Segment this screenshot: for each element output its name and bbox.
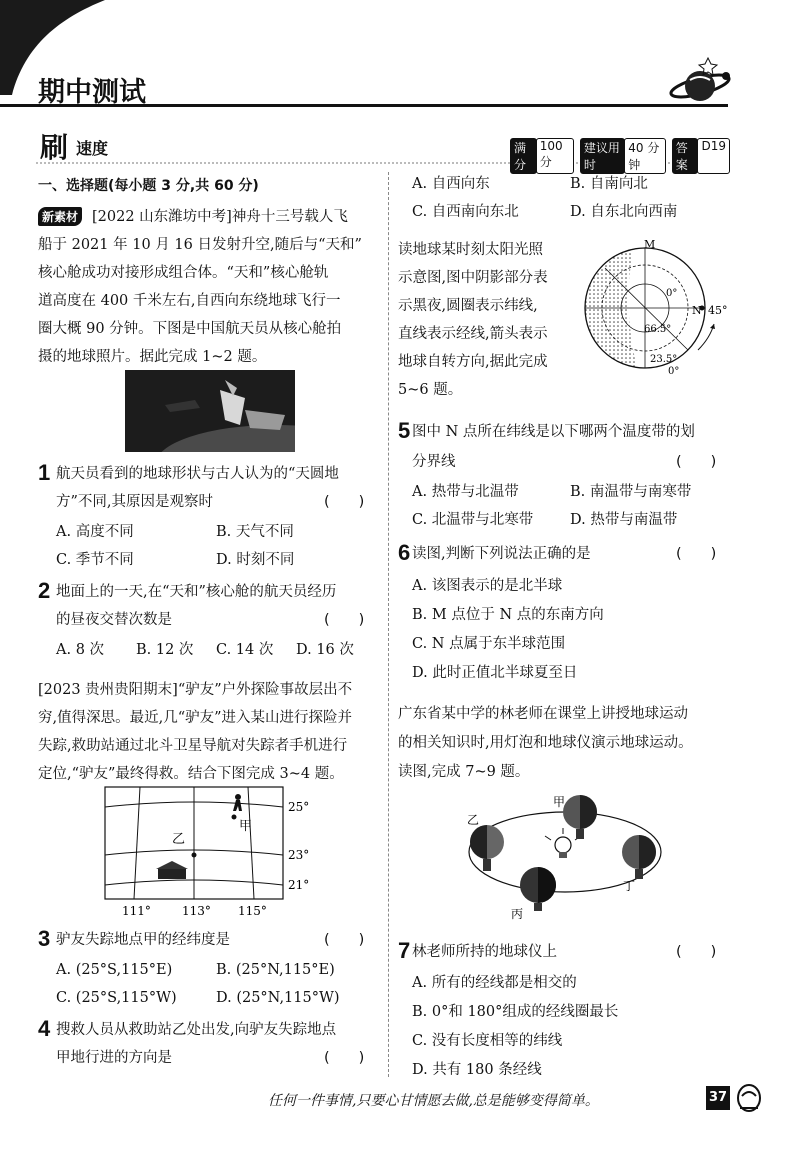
page-number: 37 <box>706 1086 730 1110</box>
option-d[interactable]: D. 共有 180 条经线 <box>412 1062 542 1078</box>
section-big-char: 刷 <box>40 131 69 164</box>
n-label: N <box>692 304 702 317</box>
orbit-diagram <box>455 790 675 925</box>
yi-label: 乙 <box>467 813 480 827</box>
planet-icon <box>669 58 731 101</box>
option-a[interactable]: A. 8 次 <box>56 642 105 658</box>
time-value: 40 分钟 <box>624 138 666 174</box>
intro3-line: 直线表示经线,箭头表示 <box>398 326 548 342</box>
intro1-line: [2022 山东潍坊中考]神舟十三号载人飞 <box>92 209 348 225</box>
intro2-line: 穷,值得深思。最近,几“驴友”进入某山进行探险并 <box>38 710 353 726</box>
new-material-tag: 新素材 <box>38 207 82 226</box>
lat-label: 21° <box>288 878 310 892</box>
intro3-line: 地球自转方向,据此完成 <box>398 354 548 370</box>
latlon-map <box>100 785 330 920</box>
answer-blank[interactable]: ( ) <box>676 546 717 562</box>
question-text: 航天员看到的地球形状与古人认为的“天圆地 <box>56 466 339 482</box>
column-divider <box>388 172 389 1077</box>
option-a[interactable]: A. 该图表示的是北半球 <box>412 578 563 594</box>
bulb-icon <box>545 828 581 858</box>
lat-label: 23° <box>288 848 310 862</box>
question-text: 图中 N 点所在纬线是以下哪两个温度带的划 <box>412 424 695 440</box>
option-d[interactable]: D. 16 次 <box>296 642 354 658</box>
option-d[interactable]: D. 自东北向西南 <box>570 204 678 220</box>
answer-value: D19 <box>697 138 730 174</box>
time-label: 建议用时 <box>580 138 625 174</box>
option-b[interactable]: B. 自南向北 <box>570 176 648 192</box>
option-a[interactable]: A. (25°S,115°E) <box>56 962 173 978</box>
earth-photo <box>125 370 295 452</box>
hiker-icon <box>233 794 242 811</box>
question-text: 驴友失踪地点甲的经纬度是 <box>56 932 230 948</box>
point-jia-label: 甲 <box>239 819 253 834</box>
option-b[interactable]: B. M 点位于 N 点的东南方向 <box>412 607 604 623</box>
intro4-line: 的相关知识时,用灯泡和地球仪演示地球运动。 <box>398 735 693 751</box>
option-c[interactable]: C. N 点属于东半球范围 <box>412 636 566 652</box>
intro1-line: 摄的地球照片。据此完成 1~2 题。 <box>38 349 267 365</box>
intro3-line: 读地球某时刻太阳光照 <box>398 242 543 258</box>
question-text: 甲地行进的方向是 <box>56 1050 172 1066</box>
question-number: 3 <box>38 926 51 951</box>
page-title: 期中测试 <box>38 77 146 108</box>
section-small-title: 速度 <box>76 139 109 158</box>
bing-label: 丙 <box>511 907 524 921</box>
question-number: 7 <box>398 938 411 963</box>
answer-label: 答案 <box>672 138 699 174</box>
option-a[interactable]: A. 热带与北温带 <box>412 484 519 500</box>
question-text: 地面上的一天,在“天和”核心舱的航天员经历 <box>56 584 337 600</box>
intro3-line: 示黑夜,圆圈表示纬线, <box>398 298 538 314</box>
m-label: M <box>644 240 656 251</box>
intro4-line: 广东省某中学的林老师在课堂上讲授地球运动 <box>398 706 688 722</box>
question-number: 1 <box>38 460 51 485</box>
option-b[interactable]: B. 12 次 <box>136 642 194 658</box>
question-number: 2 <box>38 578 51 603</box>
answer-blank[interactable]: ( ) <box>676 454 717 470</box>
option-a[interactable]: A. 所有的经线都是相交的 <box>412 975 577 991</box>
option-b[interactable]: B. 0°和 180°组成的经线圈最长 <box>412 1004 619 1020</box>
intro3-line: 示意图,图中阴影部分表 <box>398 270 548 286</box>
intro1-line: 核心舱成功对接形成组合体。“天和”核心舱轨 <box>38 265 329 281</box>
intro1-line: 船于 2021 年 10 月 16 日发射升空,随后与“天和” <box>38 237 362 253</box>
intro3-line: 5~6 题。 <box>398 382 463 398</box>
lon-45-label: 45° <box>708 304 728 317</box>
option-d[interactable]: D. 时刻不同 <box>216 552 295 568</box>
option-c[interactable]: C. (25°S,115°W) <box>56 990 177 1006</box>
question-number: 6 <box>398 540 411 565</box>
option-d[interactable]: D. (25°N,115°W) <box>216 990 340 1006</box>
globe-yi-icon <box>470 825 504 871</box>
intro2-line: 失踪,救助站通过北斗卫星导航对失踪者手机进行 <box>38 738 348 754</box>
option-b[interactable]: B. (25°N,115°E) <box>216 962 335 978</box>
option-c[interactable]: C. 自西南向东北 <box>412 204 519 220</box>
zero-bottom-label: 0° <box>668 366 680 377</box>
rescue-station-icon <box>156 861 188 879</box>
globe-jia-icon <box>563 795 597 839</box>
lat-665-label: 66.5° <box>644 324 672 335</box>
option-d[interactable]: D. 此时正值北半球夏至日 <box>412 665 578 681</box>
illumination-globe <box>580 240 740 380</box>
intro1-line: 道高度在 400 千米左右,自西向东绕地球飞行一 <box>38 293 341 309</box>
question-text: 的昼夜交替次数是 <box>56 612 172 628</box>
answer-blank[interactable]: ( ) <box>324 612 365 628</box>
lon-label: 113° <box>182 904 211 918</box>
intro1-line: 圈大概 90 分钟。下图是中国航天员从核心舱拍 <box>38 321 342 337</box>
section-heading: 一、选择题(每小题 3 分,共 60 分) <box>38 178 259 194</box>
section-bar <box>36 128 730 172</box>
question-number: 5 <box>398 418 411 443</box>
mascot-icon <box>734 1082 764 1114</box>
intro4-line: 读图,完成 7~9 题。 <box>398 764 530 780</box>
option-a[interactable]: A. 高度不同 <box>56 524 134 540</box>
option-c[interactable]: C. 季节不同 <box>56 552 134 568</box>
question-text: 林老师所持的地球仪上 <box>412 944 557 960</box>
intro2-line: 定位,“驴友”最终得救。结合下图完成 3~4 题。 <box>38 766 344 782</box>
score-label: 满分 <box>510 138 537 174</box>
option-c[interactable]: C. 14 次 <box>216 642 274 658</box>
footer-motto: 任何一件事情,只要心甘情愿去做,总是能够变得简单。 <box>268 1093 599 1109</box>
option-c[interactable]: C. 北温带与北寒带 <box>412 512 534 528</box>
question-text: 分界线 <box>412 454 456 470</box>
lat-235-label: 23.5° <box>650 354 678 365</box>
point-yi-label: 乙 <box>172 832 186 847</box>
answer-blank[interactable]: ( ) <box>676 944 717 960</box>
lon-label: 111° <box>122 904 151 918</box>
globe-ding-icon <box>622 835 656 879</box>
jia-label: 甲 <box>553 795 566 809</box>
meta-tags <box>510 138 730 174</box>
option-c[interactable]: C. 没有长度相等的纬线 <box>412 1033 563 1049</box>
answer-blank[interactable]: ( ) <box>324 494 365 510</box>
question-text: 搜救人员从救助站乙处出发,向驴友失踪地点 <box>56 1022 337 1038</box>
intro2-line: [2023 贵州贵阳期末]“驴友”户外探险事故层出不 <box>38 682 353 698</box>
globe-bing-icon <box>520 867 556 911</box>
zero-top-label: 0° <box>666 288 678 299</box>
option-b[interactable]: B. 南温带与南寒带 <box>570 484 692 500</box>
question-text: 读图,判断下列说法正确的是 <box>412 546 591 562</box>
option-d[interactable]: D. 热带与南温带 <box>570 512 678 528</box>
answer-blank[interactable]: ( ) <box>324 932 365 948</box>
option-b[interactable]: B. 天气不同 <box>216 524 294 540</box>
option-a[interactable]: A. 自西向东 <box>412 176 490 192</box>
answer-blank[interactable]: ( ) <box>324 1050 365 1066</box>
question-number: 4 <box>38 1016 51 1041</box>
question-text: 方”不同,其原因是观察时 <box>56 494 214 510</box>
lat-label: 25° <box>288 800 310 814</box>
score-value: 100 分 <box>536 138 574 174</box>
ding-label: 丁 <box>623 879 636 893</box>
lon-label: 115° <box>238 904 267 918</box>
